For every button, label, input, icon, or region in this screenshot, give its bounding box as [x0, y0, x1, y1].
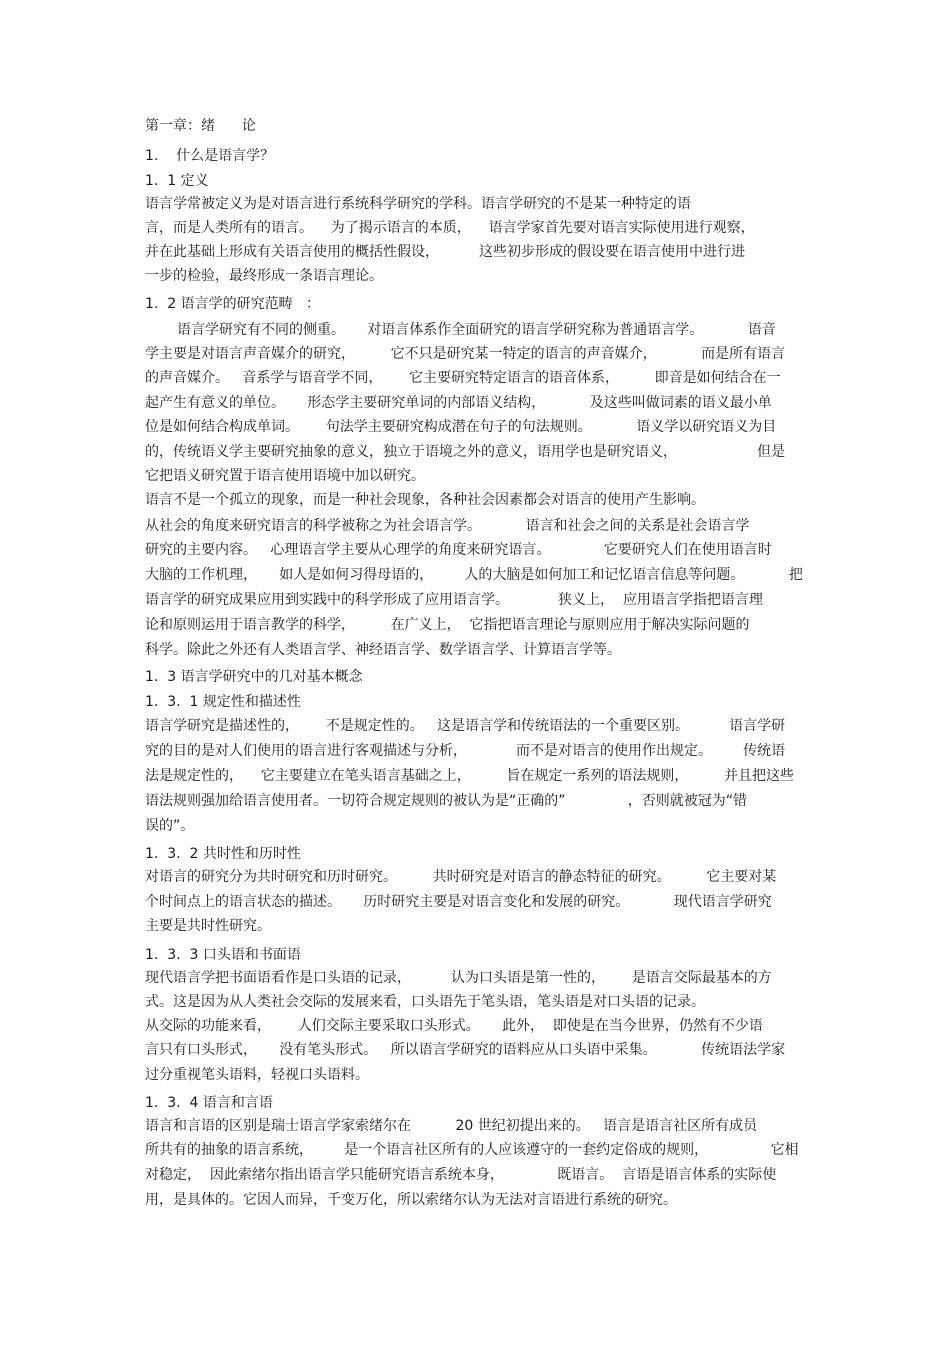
section-heading: 1. 3 语言学研究中的几对基本概念: [145, 669, 363, 685]
text-line: 现代语言学把书面语看作是口头语的记录， 认为口头语是第一性的， 是语言交际最基本的方: [145, 970, 772, 986]
section-heading: 1. 3. 4 语言和言语: [145, 1095, 273, 1111]
text-line: 从社会的角度来研究语言的科学被称之为社会语言学。 语言和社会之间的关系是社会语言学: [145, 518, 750, 534]
text-line: 大脑的工作机理， 如人是如何习得母语的， 人的大脑是如何加工和记忆语言信息等问题。 把: [145, 567, 803, 583]
section-heading: 1. 3. 3 口头语和书面语: [145, 947, 301, 963]
text-line: 起产生有意义的单位。 形态学主要研究单词的内部语义结构， 及这些叫做词素的语义最小单: [145, 395, 772, 411]
text-line: 论和原则运用于语言教学的科学， 在广义上， 它指把语言理论与原则应用于解决实际问题的: [145, 617, 750, 633]
text-line: 的声音媒介。 音系学与语音学不同， 它主要研究特定语言的语音体系， 即音是如何结合在一: [145, 370, 781, 386]
text-line: 式。这是因为从人类社会交际的发展来看，口头语先于笔头语，笔头语是对口头语的记录。: [145, 994, 705, 1010]
text-line: 研究的主要内容。 心理语言学主要从心理学的角度来研究语言。 它要研究人们在使用语言时: [145, 542, 772, 558]
text-line: 学主要是对语言声音媒介的研究， 它不只是研究某一特定的语言的声音媒介， 而是所有语言: [145, 346, 786, 362]
text-line: 语言学研究有不同的侧重。 对语言体系作全面研究的语言学研究称为普通语言学。 语音: [177, 322, 776, 338]
text-line: 语言学的研究成果应用到实践中的科学形成了应用语言学。 狭义上， 应用语言学指把语言理: [145, 592, 763, 608]
text-line: 一步的检验，最终形成一条语言理论。: [145, 268, 383, 284]
section-heading: 1. 3. 2 共时性和历时性: [145, 846, 301, 862]
text-line: 语法规则强加给语言使用者。一切符合规定规则的被认为是“正确的” ，否则就被冠为“错: [145, 793, 748, 809]
text-line: 言只有口头形式， 没有笔头形式。 所以语言学研究的语料应从口头语中采集。 传统语法学家: [145, 1042, 786, 1058]
text-line: 法是规定性的， 它主要建立在笔头语言基础之上， 旨在规定一系列的语法规则， 并且把这些: [145, 768, 795, 784]
text-line: 语言不是一个孤立的现象，而是一种社会现象，各种社会因素都会对语言的使用产生影响。: [145, 492, 705, 508]
text-line: 科学。除此之外还有人类语言学、神经语言学、数学语言学、计算语言学等。: [145, 642, 621, 658]
text-line: 用，是具体的。它因人而异，千变万化，所以索绪尔认为无法对言语进行系统的研究。: [145, 1192, 677, 1208]
text-line: 究的目的是对人们使用的语言进行客观描述与分析， 而不是对语言的使用作出规定。 传统语: [145, 743, 786, 759]
text-line: 它把语义研究置于语言使用语境中加以研究。: [145, 468, 425, 484]
text-line: 个时间点上的语言状态的描述。 历时研究主要是对语言变化和发展的研究。 现代语言学研究: [145, 894, 772, 910]
text-line: 主要是共时性研究。: [145, 918, 271, 934]
text-line: 位是如何结合构成单词。 句法学主要研究构成潜在句子的句法规则。 语义学以研究语义为目: [145, 419, 777, 435]
text-line: 所共有的抽象的语言系统， 是一个语言社区所有的人应该遵守的一套约定俗成的规则， 它相: [145, 1142, 799, 1158]
text-line: 语言和言语的区别是瑞士语言学家索绪尔在 20 世纪初提出来的。 语言是语言社区所有成员: [145, 1118, 758, 1134]
section-heading: 1. 什么是语言学？: [145, 148, 275, 164]
text-line: 对稳定， 因此索绪尔指出语言学只能研究语言系统本身， 既语言。 言语是语言体系的实际使: [145, 1167, 777, 1183]
section-heading: 1. 1 定义: [145, 173, 209, 189]
text-line: 语言学常被定义为是对语言进行系统科学研究的学科。语言学研究的不是某一种特定的语: [145, 196, 691, 212]
section-heading: 1. 3. 1 规定性和描述性: [145, 694, 301, 710]
text-line: 过分重视笔头语料，轻视口头语料。: [145, 1067, 369, 1083]
text-line: 言，而是人类所有的语言。 为了揭示语言的本质， 语言学家首先要对语言实际使用进行观察，: [145, 220, 755, 236]
section-heading: 1. 2 语言学的研究范畴 ：: [145, 296, 320, 312]
text-line: 误的”。: [145, 818, 195, 834]
text-line: 的，传统语义学主要研究抽象的意义，独立于语境之外的意义，语用学也是研究语义， 但是: [145, 444, 786, 460]
text-line: 对语言的研究分为共时研究和历时研究。 共时研究是对语言的静态特征的研究。 它主要对某: [145, 869, 777, 885]
text-line: 并在此基础上形成有关语言使用的概括性假设， 这些初步形成的假设要在语言使用中进行进: [145, 244, 746, 260]
text-line: 从交际的功能来看， 人们交际主要采取口头形式。 此外， 即使是在当今世界，仍然有不少语: [145, 1018, 763, 1034]
chapter-title: 第一章：绪 论: [145, 118, 256, 134]
text-line: 语言学研究是描述性的， 不是规定性的。 这是语言学和传统语法的一个重要区别。 语言学研: [145, 718, 786, 734]
